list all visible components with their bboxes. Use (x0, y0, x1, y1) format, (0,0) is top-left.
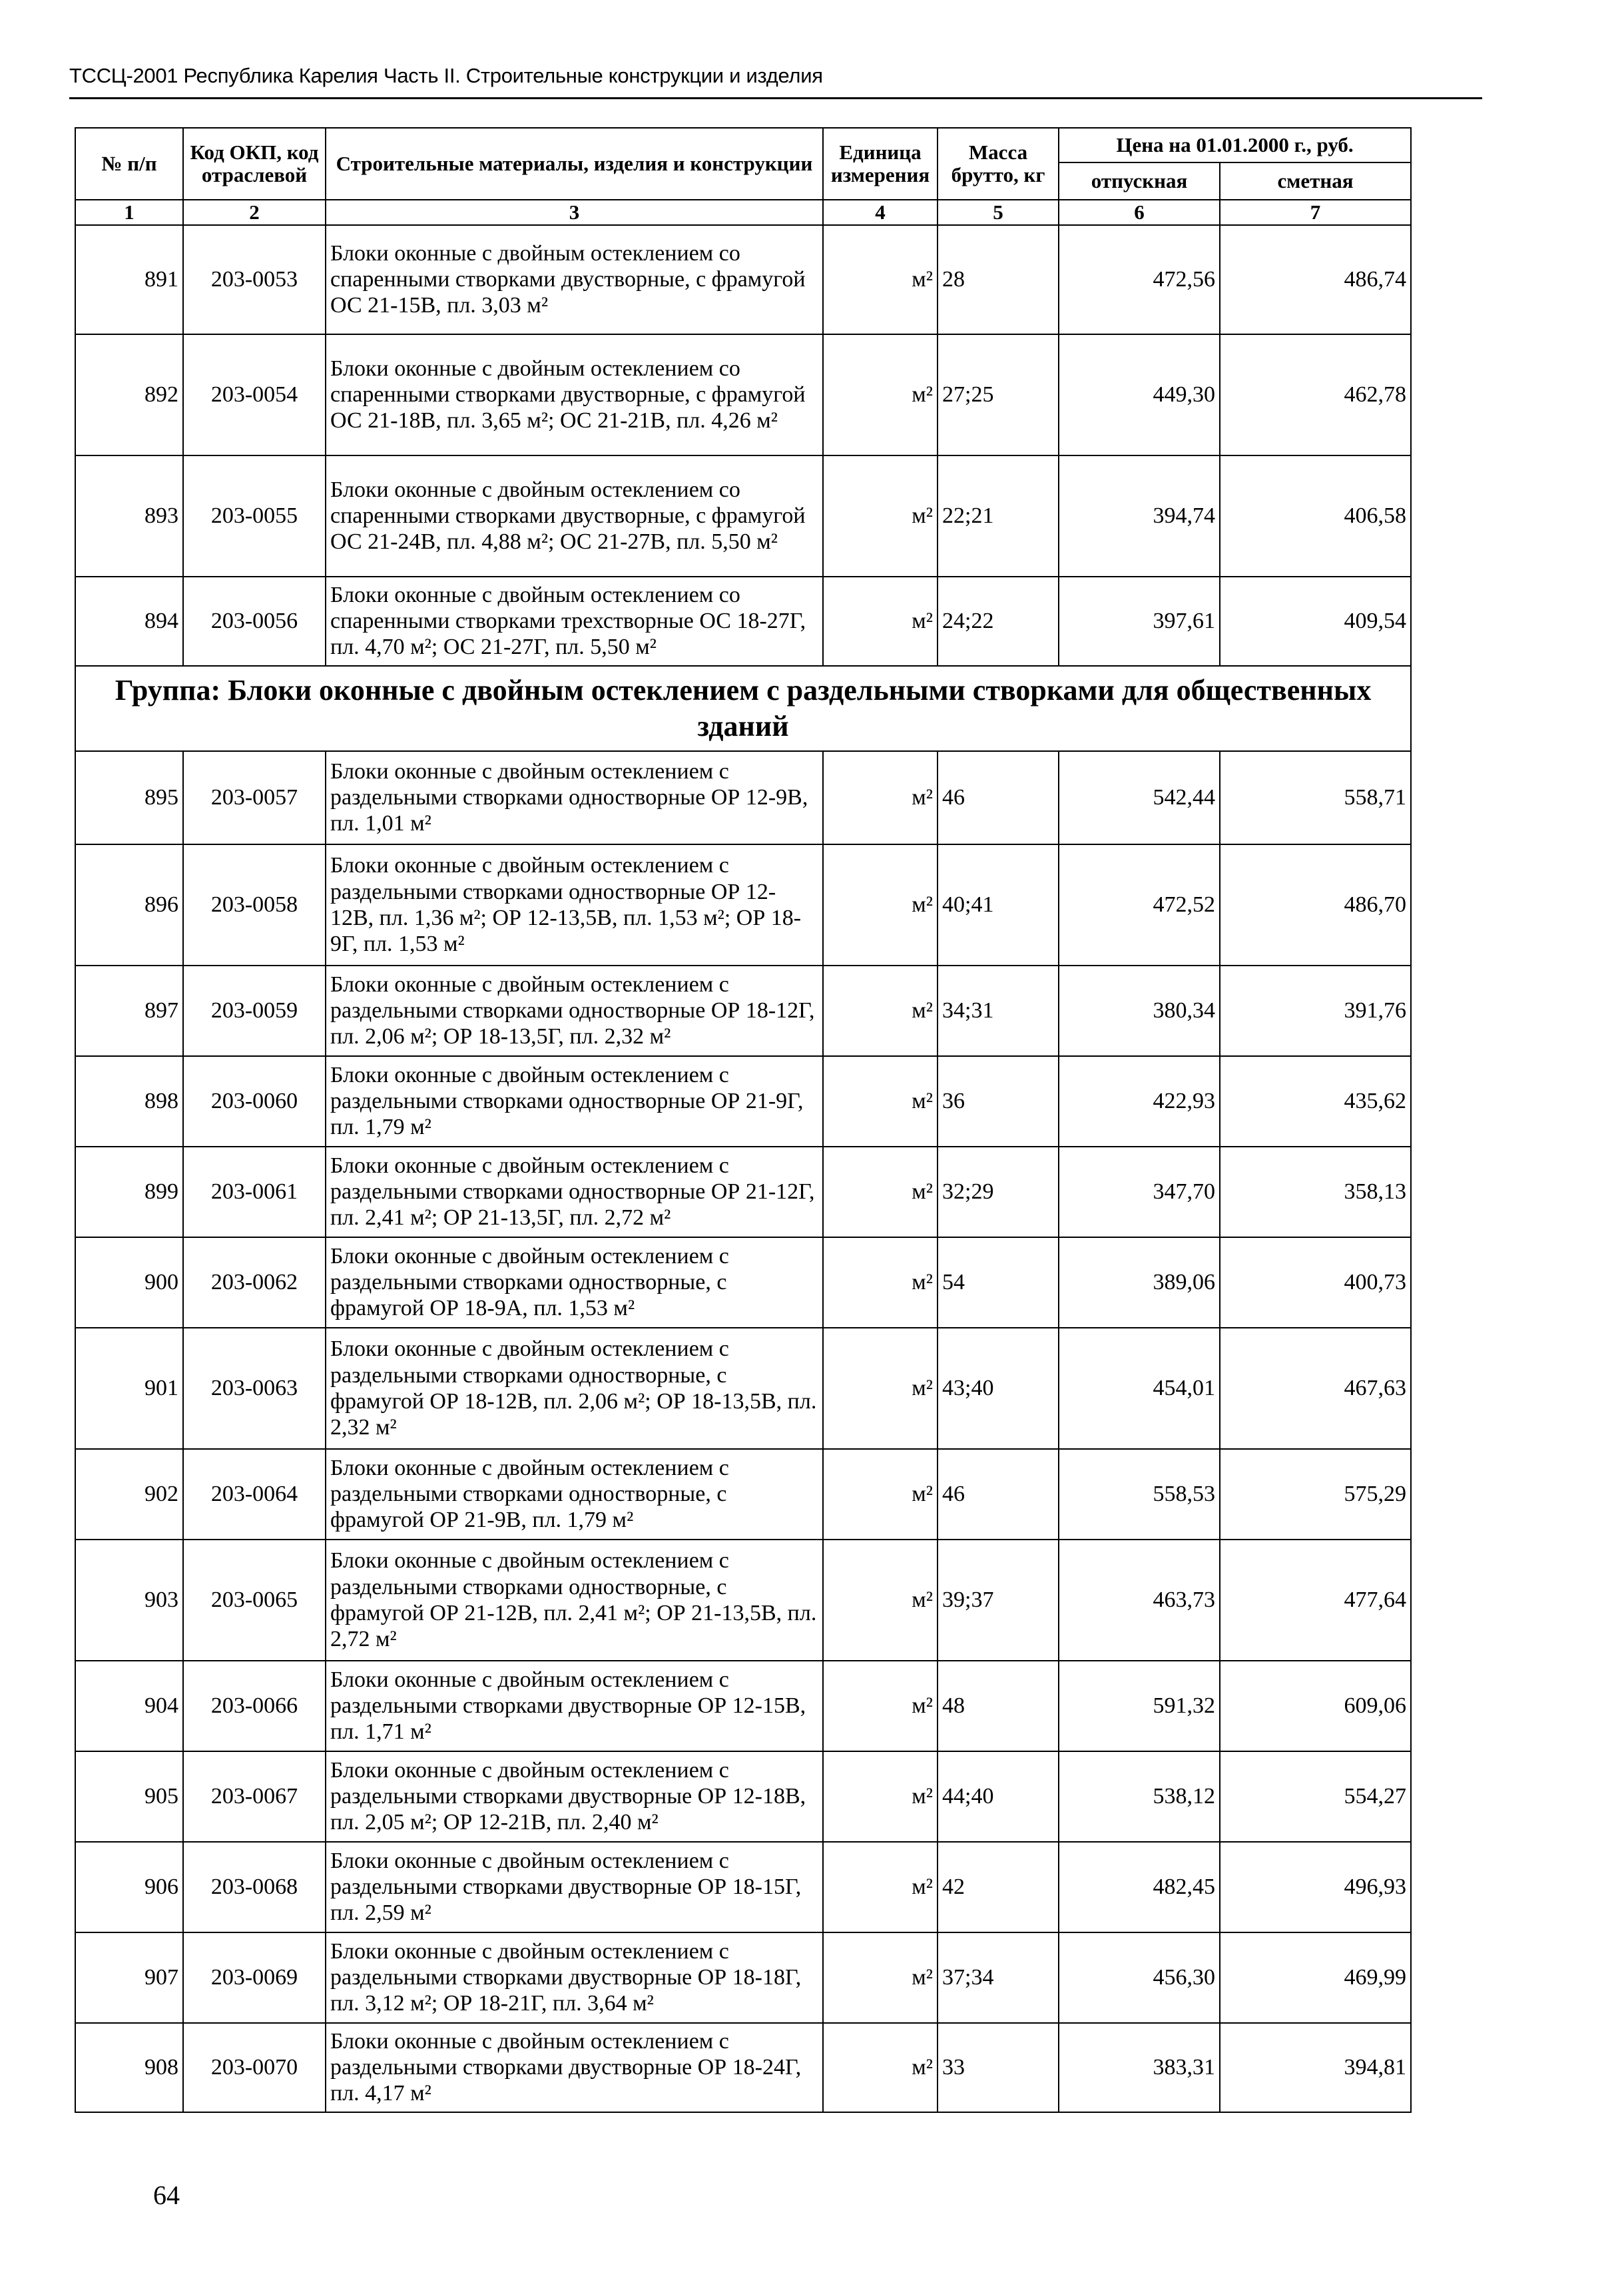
row-description: Блоки оконные с двойным остеклением с раздельными створками одностворные ОР 12-12В, пл. 1,36 м²; ОР 12-13,5В, пл. 1,53 м²; ОР 18-9Г, пл. 1,53 м² (326, 844, 823, 966)
row-number: 898 (75, 1056, 183, 1147)
table-row (75, 1932, 1411, 2023)
table-row (75, 577, 1411, 666)
row-code: 203-0065 (183, 1540, 326, 1661)
row-description: Блоки оконные с двойным остеклением со спаренными створками двустворные, с фрамугой ОС 21-24В, пл. 4,88 м²; ОС 21-27В, пл. 5,50 м² (326, 455, 823, 577)
row-unit: м² (823, 1328, 938, 1449)
row-description: Блоки оконные с двойным остеклением со спаренными створками двустворные, с фрамугой ОС 21-18В, пл. 3,65 м²; ОС 21-21В, пл. 4,26 м² (326, 334, 823, 455)
row-code: 203-0068 (183, 1842, 326, 1932)
row-code: 203-0058 (183, 844, 326, 966)
row-mass: 36 (938, 1056, 1059, 1147)
row-price-release: 389,06 (1059, 1237, 1220, 1328)
row-price-estimate: 486,74 (1220, 225, 1411, 334)
row-number: 907 (75, 1932, 183, 2023)
row-description: Блоки оконные с двойным остеклением с раздельными створками одностворные ОР 18-12Г, пл. 2,06 м²; ОР 18-13,5Г, пл. 2,32 м² (326, 966, 823, 1056)
row-unit: м² (823, 1056, 938, 1147)
row-unit: м² (823, 1751, 938, 1842)
row-code: 203-0056 (183, 577, 326, 666)
column-number-row (75, 200, 1411, 225)
row-description: Блоки оконные с двойным остеклением с раздельными створками двустворные ОР 18-15Г, пл. 2,59 м² (326, 1842, 823, 1932)
row-description: Блоки оконные с двойным остеклением со спаренными створками трехстворные ОС 18-27Г, пл. 4,70 м²; ОС 21-27Г, пл. 5,50 м² (326, 577, 823, 666)
header-mass: Масса брутто, кг (938, 128, 1059, 200)
row-code: 203-0067 (183, 1751, 326, 1842)
row-code: 203-0055 (183, 455, 326, 577)
row-unit: м² (823, 966, 938, 1056)
row-unit: м² (823, 2023, 938, 2112)
table-header (75, 128, 1411, 225)
row-price-release: 482,45 (1059, 1842, 1220, 1932)
row-number: 902 (75, 1449, 183, 1540)
row-price-release: 472,56 (1059, 225, 1220, 334)
row-mass: 33 (938, 2023, 1059, 2112)
header-price-estimate: сметная (1220, 162, 1411, 200)
page-number: 64 (153, 2180, 180, 2210)
row-number: 893 (75, 455, 183, 577)
row-mass: 22;21 (938, 455, 1059, 577)
row-mass: 28 (938, 225, 1059, 334)
column-number: 5 (938, 200, 1059, 225)
row-mass: 37;34 (938, 1932, 1059, 2023)
row-code: 203-0069 (183, 1932, 326, 2023)
column-number: 4 (823, 200, 938, 225)
row-number: 904 (75, 1661, 183, 1751)
table-row (75, 455, 1411, 577)
row-price-release: 449,30 (1059, 334, 1220, 455)
row-unit: м² (823, 225, 938, 334)
row-unit: м² (823, 1932, 938, 2023)
row-price-estimate: 467,63 (1220, 1328, 1411, 1449)
row-number: 908 (75, 2023, 183, 2112)
group-title: Группа: Блоки оконные с двойным остеклением с раздельными створками для общественных зданий (75, 666, 1411, 751)
table-row (75, 225, 1411, 334)
row-mass: 54 (938, 1237, 1059, 1328)
row-price-release: 454,01 (1059, 1328, 1220, 1449)
row-number: 905 (75, 1751, 183, 1842)
row-price-release: 591,32 (1059, 1661, 1220, 1751)
row-code: 203-0062 (183, 1237, 326, 1328)
row-mass: 48 (938, 1661, 1059, 1751)
header-okp: Код ОКП, код отраслевой (183, 128, 326, 200)
row-mass: 46 (938, 751, 1059, 844)
row-description: Блоки оконные с двойным остеклением с раздельными створками одностворные, с фрамугой ОР 18-12В, пл. 2,06 м²; ОР 18-13,5В, пл. 2,32 м² (326, 1328, 823, 1449)
row-description: Блоки оконные с двойным остеклением со спаренными створками двустворные, с фрамугой ОС 21-15В, пл. 3,03 м² (326, 225, 823, 334)
row-number: 906 (75, 1842, 183, 1932)
row-price-release: 380,34 (1059, 966, 1220, 1056)
row-mass: 46 (938, 1449, 1059, 1540)
row-price-release: 538,12 (1059, 1751, 1220, 1842)
column-number: 2 (183, 200, 326, 225)
header-rule (69, 97, 1482, 99)
price-table (75, 127, 1412, 2113)
header-unit: Единица измерения (823, 128, 938, 200)
row-description: Блоки оконные с двойным остеклением с раздельными створками двустворные ОР 18-18Г, пл. 3,12 м²; ОР 18-21Г, пл. 3,64 м² (326, 1932, 823, 2023)
row-unit: м² (823, 577, 938, 666)
row-price-release: 347,70 (1059, 1147, 1220, 1237)
row-code: 203-0054 (183, 334, 326, 455)
row-code: 203-0070 (183, 2023, 326, 2112)
row-description: Блоки оконные с двойным остеклением с раздельными створками двустворные ОР 18-24Г, пл. 4,17 м² (326, 2023, 823, 2112)
row-number: 901 (75, 1328, 183, 1449)
table-row (75, 1449, 1411, 1540)
row-unit: м² (823, 751, 938, 844)
row-number: 903 (75, 1540, 183, 1661)
row-unit: м² (823, 1147, 938, 1237)
row-description: Блоки оконные с двойным остеклением с раздельными створками одностворные, с фрамугой ОР 21-9В, пл. 1,79 м² (326, 1449, 823, 1540)
row-unit: м² (823, 1237, 938, 1328)
header-num: № п/п (75, 128, 183, 200)
row-price-estimate: 486,70 (1220, 844, 1411, 966)
row-mass: 40;41 (938, 844, 1059, 966)
row-code: 203-0061 (183, 1147, 326, 1237)
row-code: 203-0057 (183, 751, 326, 844)
row-code: 203-0066 (183, 1661, 326, 1751)
row-price-estimate: 409,54 (1220, 577, 1411, 666)
row-price-release: 422,93 (1059, 1056, 1220, 1147)
row-unit: м² (823, 455, 938, 577)
row-mass: 42 (938, 1842, 1059, 1932)
row-price-estimate: 358,13 (1220, 1147, 1411, 1237)
row-price-estimate: 477,64 (1220, 1540, 1411, 1661)
row-price-estimate: 575,29 (1220, 1449, 1411, 1540)
row-mass: 24;22 (938, 577, 1059, 666)
header-price-release: отпускная (1059, 162, 1220, 200)
row-unit: м² (823, 1661, 938, 1751)
column-number: 1 (75, 200, 183, 225)
row-number: 897 (75, 966, 183, 1056)
row-price-release: 558,53 (1059, 1449, 1220, 1540)
row-price-release: 463,73 (1059, 1540, 1220, 1661)
row-mass: 34;31 (938, 966, 1059, 1056)
row-price-release: 397,61 (1059, 577, 1220, 666)
row-number: 895 (75, 751, 183, 844)
row-unit: м² (823, 1540, 938, 1661)
header-name: Строительные материалы, изделия и конструкции (326, 128, 823, 200)
row-number: 892 (75, 334, 183, 455)
row-price-estimate: 400,73 (1220, 1237, 1411, 1328)
table-row (75, 1237, 1411, 1328)
table-row (75, 966, 1411, 1056)
row-number: 891 (75, 225, 183, 334)
row-mass: 32;29 (938, 1147, 1059, 1237)
row-unit: м² (823, 844, 938, 966)
table-row (75, 844, 1411, 966)
row-price-release: 394,74 (1059, 455, 1220, 577)
row-price-estimate: 391,76 (1220, 966, 1411, 1056)
row-price-release: 383,31 (1059, 2023, 1220, 2112)
row-price-estimate: 558,71 (1220, 751, 1411, 844)
table-row (75, 751, 1411, 844)
table-row (75, 1328, 1411, 1449)
row-number: 894 (75, 577, 183, 666)
row-price-release: 542,44 (1059, 751, 1220, 844)
row-price-estimate: 462,78 (1220, 334, 1411, 455)
table-row (75, 1842, 1411, 1932)
row-unit: м² (823, 334, 938, 455)
row-mass: 44;40 (938, 1751, 1059, 1842)
row-mass: 39;37 (938, 1540, 1059, 1661)
header-price-group: Цена на 01.01.2000 г., руб. (1059, 128, 1411, 162)
group-section (75, 666, 1411, 751)
table-row (75, 2023, 1411, 2112)
row-description: Блоки оконные с двойным остеклением с раздельными створками одностворные ОР 12-9В, пл. 1,01 м² (326, 751, 823, 844)
row-description: Блоки оконные с двойным остеклением с раздельными створками одностворные, с фрамугой ОР 21-12В, пл. 2,41 м²; ОР 21-13,5В, пл. 2,72 м² (326, 1540, 823, 1661)
row-description: Блоки оконные с двойным остеклением с раздельными створками одностворные ОР 21-12Г, пл. 2,41 м²; ОР 21-13,5Г, пл. 2,72 м² (326, 1147, 823, 1237)
row-mass: 43;40 (938, 1328, 1059, 1449)
column-number: 6 (1059, 200, 1220, 225)
row-number: 896 (75, 844, 183, 966)
row-code: 203-0063 (183, 1328, 326, 1449)
table-row (75, 1147, 1411, 1237)
row-price-estimate: 554,27 (1220, 1751, 1411, 1842)
row-price-release: 456,30 (1059, 1932, 1220, 2023)
row-description: Блоки оконные с двойным остеклением с раздельными створками двустворные ОР 12-18В, пл. 2,05 м²; ОР 12-21В, пл. 2,40 м² (326, 1751, 823, 1842)
row-price-estimate: 469,99 (1220, 1932, 1411, 2023)
column-number: 7 (1220, 200, 1411, 225)
row-price-estimate: 435,62 (1220, 1056, 1411, 1147)
row-price-release: 472,52 (1059, 844, 1220, 966)
row-description: Блоки оконные с двойным остеклением с раздельными створками одностворные, с фрамугой ОР 18-9А, пл. 1,53 м² (326, 1237, 823, 1328)
row-unit: м² (823, 1842, 938, 1932)
row-price-estimate: 496,93 (1220, 1842, 1411, 1932)
column-number: 3 (326, 200, 823, 225)
table-row (75, 1056, 1411, 1147)
row-code: 203-0059 (183, 966, 326, 1056)
rows-after-group (75, 751, 1411, 2112)
row-number: 899 (75, 1147, 183, 1237)
row-price-estimate: 394,81 (1220, 2023, 1411, 2112)
row-code: 203-0060 (183, 1056, 326, 1147)
table-row (75, 1751, 1411, 1842)
row-code: 203-0064 (183, 1449, 326, 1540)
table-row (75, 334, 1411, 455)
row-number: 900 (75, 1237, 183, 1328)
row-description: Блоки оконные с двойным остеклением с раздельными створками двустворные ОР 12-15В, пл. 1,71 м² (326, 1661, 823, 1751)
table-row (75, 1661, 1411, 1751)
running-title: ТССЦ-2001 Республика Карелия Часть II. Строительные конструкции и изделия (69, 64, 823, 87)
row-code: 203-0053 (183, 225, 326, 334)
table-row (75, 1540, 1411, 1661)
rows-before-group (75, 225, 1411, 666)
row-mass: 27;25 (938, 334, 1059, 455)
row-description: Блоки оконные с двойным остеклением с раздельными створками одностворные ОР 21-9Г, пл. 1,79 м² (326, 1056, 823, 1147)
row-unit: м² (823, 1449, 938, 1540)
row-price-estimate: 609,06 (1220, 1661, 1411, 1751)
row-price-estimate: 406,58 (1220, 455, 1411, 577)
